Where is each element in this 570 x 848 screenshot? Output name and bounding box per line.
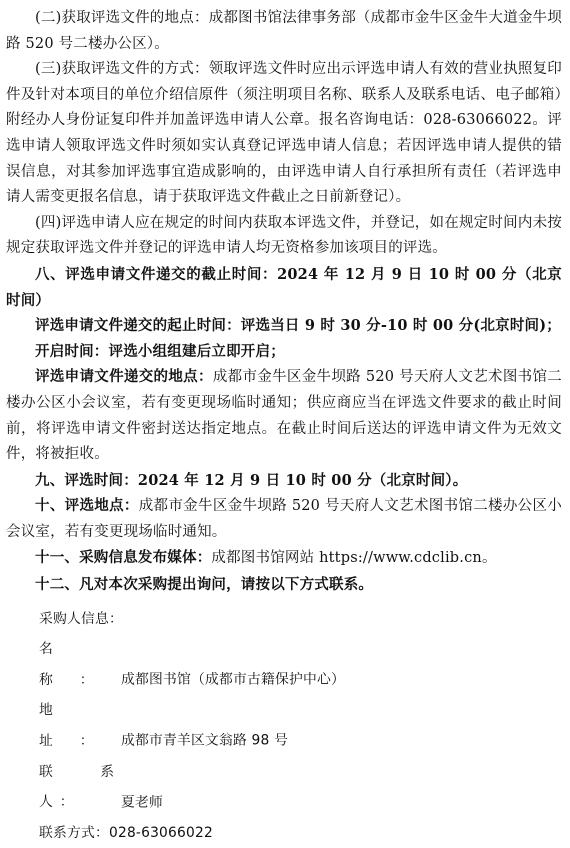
paragraph-acquisition-method: (三)获取评选文件的方式：领取评选文件时应出示评选申请人有效的营业执照复印件及针对本项目的单位介绍信原件（须注明项目名称、联系人及联系电话、电子邮箱）附经办人身份证复印件并加盖评选申请人公章。报名咨询电话：028-63066022。评选申请人领取评选文件时须如实认真登记评选申请人信息；若因评选申请人提供的错误信息，对其参加评选事宜造成影响的，由评选申请人自行承担所有责任（若评选申请人需变更报名信息，请于获取评选文件截止之日前新登记）。 <box>6 61 562 206</box>
purchaser-person-row <box>39 757 562 818</box>
purchaser-name-row <box>39 634 562 695</box>
purchaser-contact-block <box>6 604 562 848</box>
section-12-heading: 十二、凡对本次采购提出询问，请按以下方式联系。 <box>35 576 374 594</box>
purchaser-address-value: 成都市青羊区文翁路 98 号 <box>121 733 289 750</box>
purchaser-name-label: 名称： <box>39 641 121 688</box>
purchaser-address-row <box>39 695 562 756</box>
purchaser-phone-label: 联系方式： <box>39 824 109 841</box>
section-8-heading: 八、评选申请文件递交的截止时间：2024 年 12 月 9 日 10 时 00 分（北京时间） <box>6 265 562 309</box>
section-10-label: 十、评选地点： <box>35 497 139 515</box>
purchaser-info-heading: 采购人信息： <box>39 610 123 627</box>
submission-location-text: 成都市金牛区金牛坝路 520 号天府人文艺术图书馆二楼办公区小会议室，若有变更现场临时通知；供应商应当在评选文件要求的截止时间前，将评选申请文件密封送达指定地点。在截止时间后送达的评选申请文件为无效文件，将被拒收。 <box>6 369 562 463</box>
paragraph-acquisition-deadline: (四)评选申请人应在规定的时间内获取本评选文件，并登记，如在规定时间内未按规定获取评选文件并登记的评选申请人均无资格参加该项目的评选。 <box>6 214 562 257</box>
purchaser-phone-row <box>39 818 562 848</box>
purchaser-person-value: 夏老师 <box>121 794 163 811</box>
purchaser-address-label: 地址： <box>39 702 121 750</box>
section-10-evaluation-location <box>6 493 562 545</box>
submission-location-label: 评选申请文件递交的地点： <box>35 368 213 386</box>
section-11-text: 成都图书馆网站 https://www.cdclib.cn。 <box>211 550 497 567</box>
purchaser-phone-value: 028-63066022 <box>108 824 213 841</box>
section-9-evaluation-time: 九、评选时间：2024 年 12 月 9 日 10 时 00 分（北京时间）。 <box>35 471 468 489</box>
section-11-media <box>6 545 562 572</box>
opening-time: 开启时间：评选小组组建后立即开启； <box>35 342 285 360</box>
section-10-text: 成都市金牛区金牛坝路 520 号天府人文艺术图书馆二楼办公区小会议室，若有变更现场临时通知。 <box>6 498 563 540</box>
section-11-label: 十一、采购信息发布媒体： <box>35 549 212 567</box>
submission-location <box>6 364 562 467</box>
purchaser-person-label: 联系人： <box>39 763 121 811</box>
submission-time-range: 评选申请文件递交的起止时间：评选当日 9 时 30 分-10 时 00 分(北京时间)； <box>35 317 561 335</box>
paragraph-acquisition-location: (二)获取评选文件的地点：成都图书馆法律事务部（成都市金牛区金牛大道金牛坝路 520 号二楼办公区）。 <box>6 10 562 52</box>
purchaser-name-value: 成都图书馆（成都市古籍保护中心） <box>121 671 345 688</box>
